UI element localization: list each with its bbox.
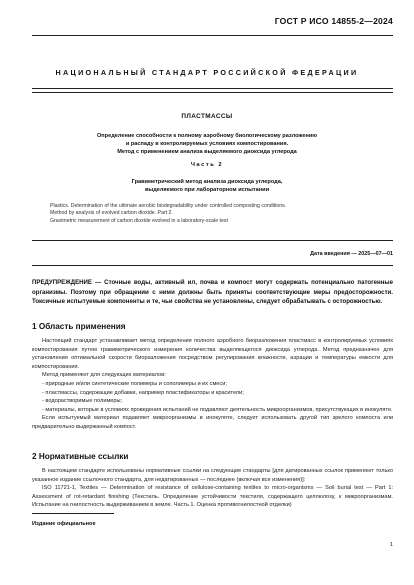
subtitle-line: Гравиметрический метод анализа диоксида углерода, xyxy=(131,179,283,185)
list-item: - пластмассы, содержащие добавки, например пластификаторы и красители; xyxy=(42,389,244,396)
list-item: - водорастворимые полимеры; xyxy=(42,398,123,405)
definition-line: Метод с применением анализа выделяемого диоксида углерода xyxy=(117,149,297,155)
english-title xyxy=(50,203,374,225)
title-rule-top xyxy=(32,88,393,89)
paragraph: В настоящем стандарте использованы нормативные ссылки на следующие стандарты [для датированных ссылок применяют только указанное издание ссылочного стандарта, для недатированных — последнее (включая все изменения)]: xyxy=(32,468,393,483)
english-line: Plastics. Determination of the ultimate aerobic biodegradability under controlled composting conditions. xyxy=(50,203,287,209)
subtitle-line: выделяемого при лабораторном испытании xyxy=(144,187,270,193)
section-body xyxy=(32,467,393,510)
page-number: 1 xyxy=(389,542,393,548)
section-heading: 1 Область применения xyxy=(32,322,126,331)
paragraph: Метод применяют для следующих материалов: xyxy=(42,372,166,379)
list-item: - материалы, которые в условиях проведения испытаний не подавляют деятельность микроорганизмов, присутствующих в инокуляте. xyxy=(42,406,393,413)
english-line: Gravimetric measurement of carbon dioxide evolved in a laboratory-scale test xyxy=(50,217,228,224)
official-edition: Издание официальное xyxy=(32,521,96,527)
document-title: ПЛАСТМАССЫ xyxy=(181,113,233,120)
header-rule xyxy=(32,35,393,36)
title-definition xyxy=(32,132,382,156)
date-rule xyxy=(32,265,393,266)
definition-line: и распаду в контролируемых условиях компостирования. xyxy=(125,141,289,147)
standard-code: ГОСТ Р ИСО 14855-2—2024 xyxy=(274,16,393,26)
list-item: - природные и/или синтетические полимеры и сополимеры и их смеси; xyxy=(42,380,227,387)
definition-line: Определение способности к полному аэробному биологическому разложению xyxy=(96,133,318,139)
introduction-date: Дата введения — 2025—07—01 xyxy=(310,251,393,257)
part-label: Часть 2 xyxy=(190,162,224,168)
paragraph: ISO 11721-1, Textiles — Determination of resistance of cellulose-containing textiles to micro-organisms — Soil burial test — Part 1: Assessment of rot-retardant finishing (Текстиль. Определение устойчивости текстиля, содержащего целлюлозу, к микроорганизмам. Испытание на гнилостность выдерживанием в земле. Часть 1. Оценка противогнилостной отделки) xyxy=(32,485,393,509)
footer-rule xyxy=(32,513,114,514)
paragraph: Если испытуемый материал подавляет микроорганизмы в инокуляте, следует использовать другой тип зрелого компоста или предварительно выдержанный компост. xyxy=(32,415,393,430)
english-line: Method by analysis of evolved carbon dioxide. Part 2. xyxy=(50,210,173,217)
warning-text: ПРЕДУПРЕЖДЕНИЕ — Сточные воды, активный ил, почва и компост могут содержать потенциально патогенные организмы. Поэтому при обращении с ними должны быть приняты соответствующие меры предосторожности. Токсичные испытуемые компоненты и те, чьи свойства не установлены, следует обрабатывать с осторожностью. xyxy=(32,279,393,305)
standard-title: НАЦИОНАЛЬНЫЙ СТАНДАРТ РОССИЙСКОЙ ФЕДЕРАЦИИ xyxy=(55,68,359,77)
section-heading: 2 Нормативные ссылки xyxy=(32,452,129,461)
paragraph: Настоящий стандарт устанавливает метод определения полного аэробного биоразложения пластмасс в контролируемых условиях компостирования путем гравиметрического измерения количества выделяющегося диоксида углерода. Метод предназначен для установления оптимальной скорости биоразложения посредством регулирования влажности, аэрации и температуры емкости для компостирования. xyxy=(32,338,393,370)
title-rule-bottom xyxy=(32,92,393,93)
title-block-rule xyxy=(32,240,393,241)
section-body xyxy=(32,337,393,432)
part-subtitle xyxy=(32,178,382,194)
